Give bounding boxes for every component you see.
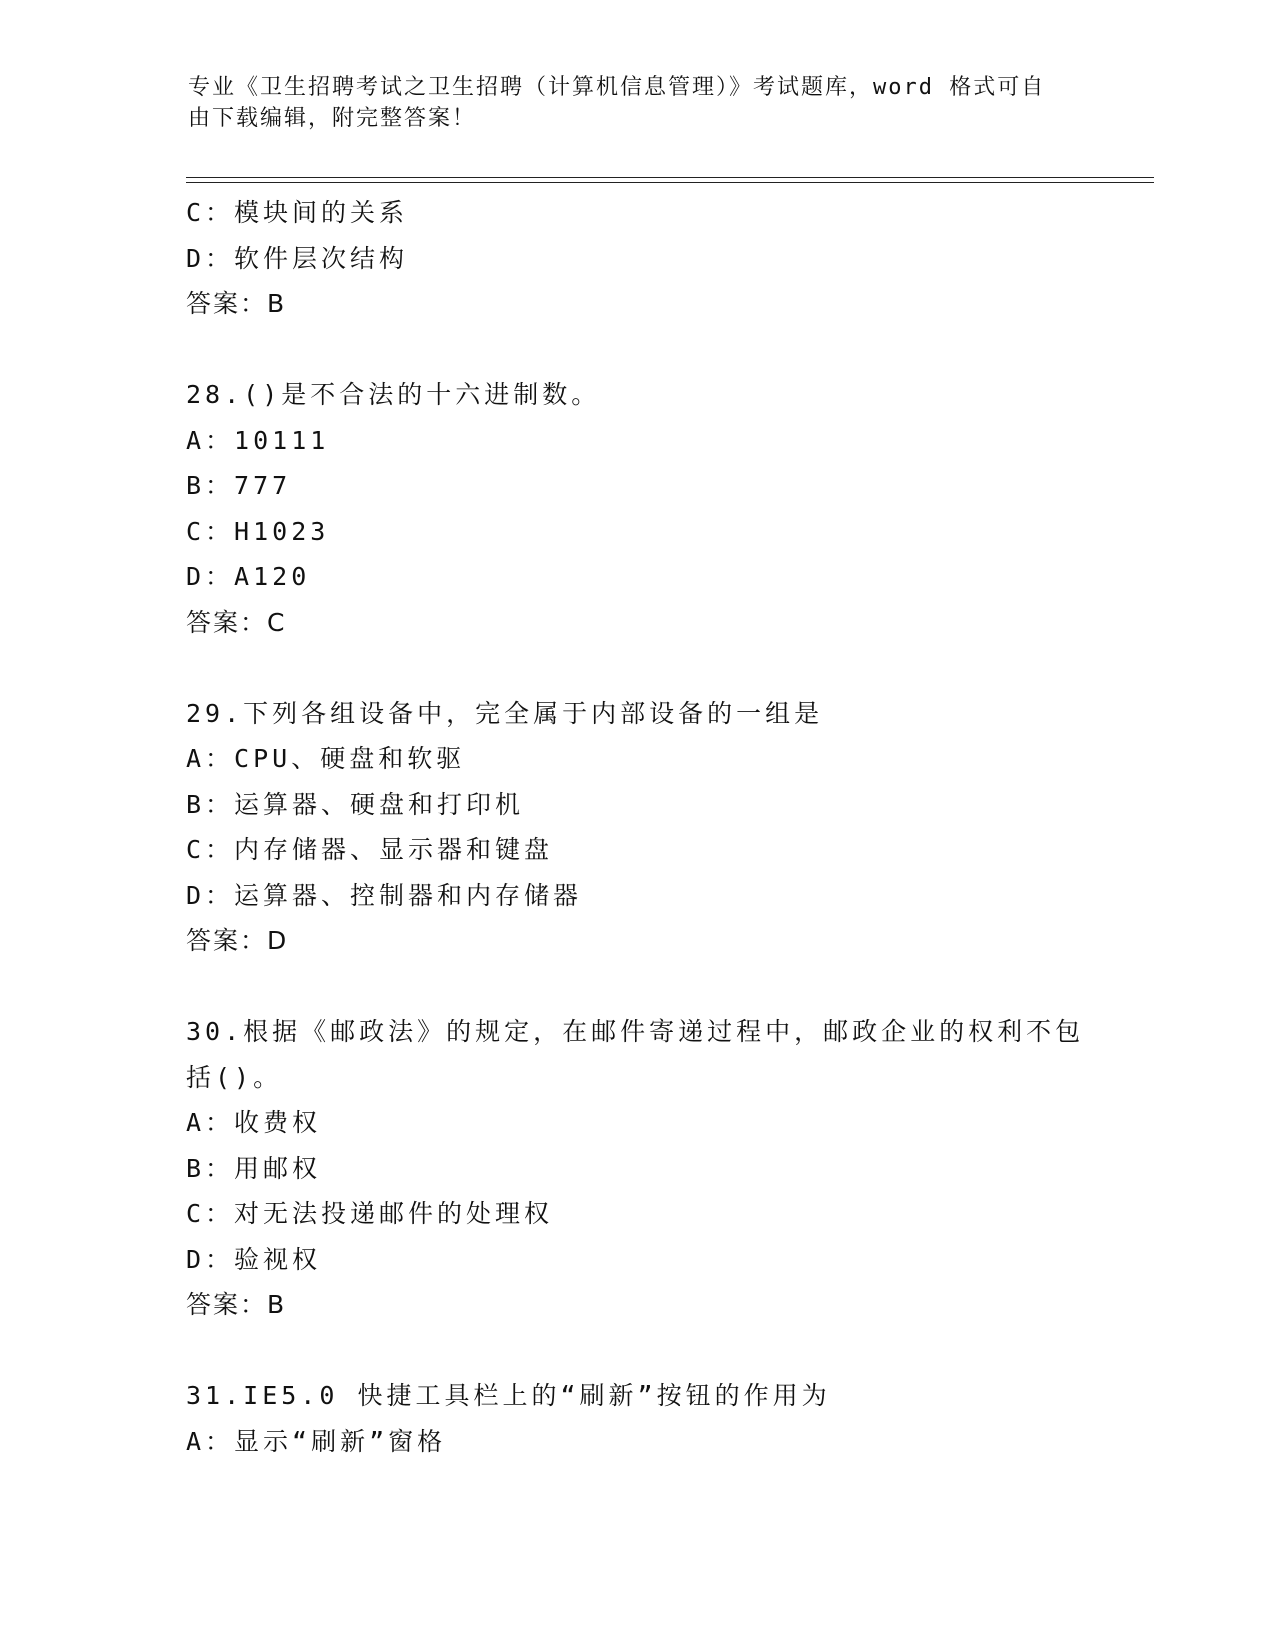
option-c: C：内存储器、显示器和键盘 [186,835,554,864]
question-27-tail [186,190,1086,327]
option-a: A：显示“刷新”窗格 [186,1426,447,1456]
option-b: B：777 [186,471,292,500]
option-b: B：运算器、硬盘和打印机 [186,789,525,819]
option-c: C：对无法投递邮件的处理权 [186,1199,554,1228]
header-divider-top [186,177,1154,178]
question-stem: 29.下列各组设备中，完全属于内部设备的一组是 [186,698,824,728]
answer-label: 答案：C [186,607,287,637]
answer-label: 答案：D [186,926,289,955]
option-b: B：用邮权 [186,1153,322,1183]
spacer [186,645,1086,691]
option-d: D：验视权 [186,1244,322,1274]
question-stem: 28.()是不合法的十六进制数。 [186,380,601,409]
option-c: C：模块间的关系 [186,198,409,227]
document-header [188,72,1088,134]
header-line-1: 专业《卫生招聘考试之卫生招聘（计算机信息管理）》考试题库，word 格式可自 [188,75,1046,100]
question-stem: 31.IE5.0 快捷工具栏上的“刷新”按钮的作用为 [186,1381,831,1410]
option-a: A：10111 [186,425,330,455]
question-31 [186,1373,1086,1464]
answer-label: 答案：B [186,1290,287,1319]
question-29 [186,691,1086,964]
option-d: D：A120 [186,562,311,591]
question-list [186,190,1086,1464]
option-a: A：收费权 [186,1108,322,1137]
spacer [186,327,1086,373]
header-line-2: 由下载编辑，附完整答案！ [188,106,477,131]
question-stem-line-2: 括()。 [186,1062,283,1092]
question-stem-line-1: 30.根据《邮政法》的规定，在邮件寄递过程中，邮政企业的权利不包 [186,1017,1085,1046]
option-a: A：CPU、硬盘和软驱 [186,744,466,773]
option-d: D：软件层次结构 [186,243,409,273]
answer-label: 答案：B [186,289,287,318]
option-d: D：运算器、控制器和内存储器 [186,880,583,910]
spacer [186,1328,1086,1374]
header-divider-bottom [186,182,1154,183]
question-30 [186,1009,1086,1328]
option-c: C：H1023 [186,516,330,546]
question-28 [186,372,1086,645]
spacer [186,964,1086,1010]
